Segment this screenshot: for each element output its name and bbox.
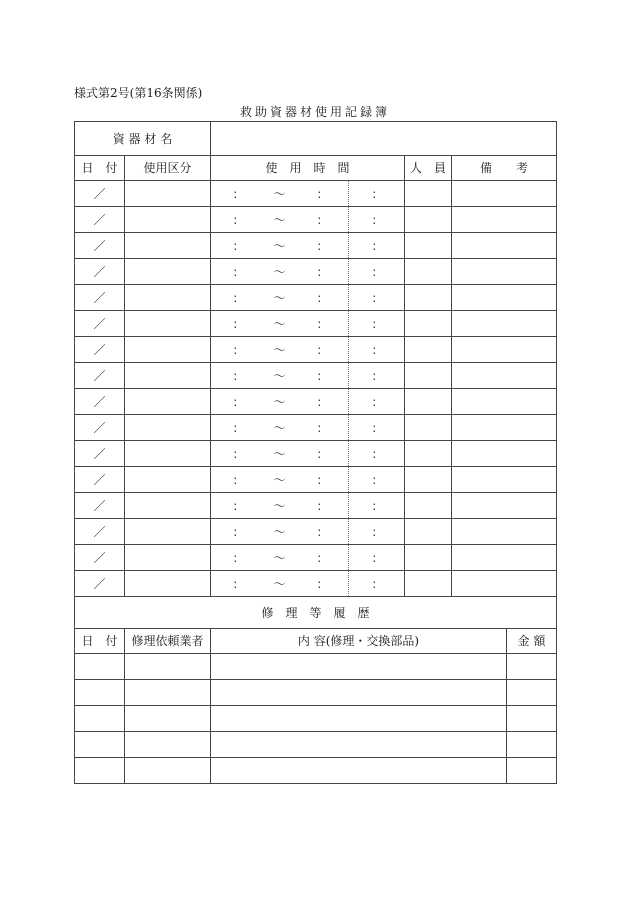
date-slash-mark: ／ <box>93 290 106 305</box>
start-hour-colon: ： <box>232 238 245 253</box>
equipment-name-row <box>75 122 557 156</box>
usage-category-cell[interactable] <box>125 441 211 467</box>
repair-requester-cell[interactable] <box>125 758 211 784</box>
usage-category-cell[interactable] <box>125 519 211 545</box>
usage-date-cell[interactable] <box>75 493 125 519</box>
time-range-tilde: 〜 <box>273 264 286 279</box>
usage-row <box>75 571 557 597</box>
time-range-tilde: 〜 <box>273 472 286 487</box>
usage-remarks-cell[interactable] <box>452 181 557 207</box>
usage-person-cell[interactable] <box>405 415 452 441</box>
end-minute-colon: ： <box>371 524 384 539</box>
date-slash-mark: ／ <box>93 550 106 565</box>
date-slash-mark: ／ <box>93 212 106 227</box>
repair-section-title: 修 理 等 履 歴 <box>75 597 557 629</box>
date-slash-mark: ／ <box>93 498 106 513</box>
end-minute-colon: ： <box>371 420 384 435</box>
repair-amount-cell[interactable] <box>507 758 557 784</box>
start-hour-colon: ： <box>232 264 245 279</box>
usage-person-cell[interactable] <box>405 363 452 389</box>
usage-remarks-cell[interactable] <box>452 337 557 363</box>
end-hour-colon: ： <box>316 186 329 201</box>
usage-person-cell[interactable] <box>405 311 452 337</box>
usage-date-cell[interactable] <box>75 311 125 337</box>
usage-time-end-cell[interactable] <box>349 493 405 519</box>
form-title: 救助資器材使用記録簿 <box>239 105 390 119</box>
end-minute-colon: ： <box>371 212 384 227</box>
repair-content-cell[interactable] <box>211 680 507 706</box>
usage-date-cell[interactable] <box>75 545 125 571</box>
usage-row <box>75 389 557 415</box>
start-hour-colon: ： <box>232 186 245 201</box>
usage-person-cell[interactable] <box>405 519 452 545</box>
usage-time-start-cell[interactable] <box>211 467 349 493</box>
repair-content-cell[interactable] <box>211 654 507 680</box>
usage-date-cell[interactable] <box>75 285 125 311</box>
usage-time-start-cell[interactable] <box>211 259 349 285</box>
usage-remarks-cell[interactable] <box>452 259 557 285</box>
start-hour-colon: ： <box>232 316 245 331</box>
end-minute-colon: ： <box>371 186 384 201</box>
usage-time-end-cell[interactable] <box>349 259 405 285</box>
usage-category-cell[interactable] <box>125 467 211 493</box>
start-hour-colon: ： <box>232 524 245 539</box>
usage-time-start-cell[interactable] <box>211 389 349 415</box>
repair-header-row <box>75 629 557 654</box>
repair-header-date: 日 付 <box>75 629 125 654</box>
end-minute-colon: ： <box>371 550 384 565</box>
date-slash-mark: ／ <box>93 576 106 591</box>
usage-time-start-cell[interactable] <box>211 233 349 259</box>
repair-amount-cell[interactable] <box>507 732 557 758</box>
usage-person-cell[interactable] <box>405 259 452 285</box>
usage-row <box>75 415 557 441</box>
end-hour-colon: ： <box>316 238 329 253</box>
usage-date-cell[interactable] <box>75 337 125 363</box>
end-minute-colon: ： <box>371 498 384 513</box>
usage-row <box>75 207 557 233</box>
usage-remarks-cell[interactable] <box>452 467 557 493</box>
repair-header-content: 内 容(修理・交換部品) <box>211 629 507 654</box>
usage-time-start-cell[interactable] <box>211 493 349 519</box>
usage-row <box>75 259 557 285</box>
repair-row <box>75 654 557 680</box>
usage-row <box>75 311 557 337</box>
usage-row <box>75 545 557 571</box>
equipment-name-field[interactable] <box>211 122 557 156</box>
end-hour-colon: ： <box>316 290 329 305</box>
end-hour-colon: ： <box>316 342 329 357</box>
usage-date-cell[interactable] <box>75 519 125 545</box>
usage-person-cell[interactable] <box>405 207 452 233</box>
date-slash-mark: ／ <box>93 524 106 539</box>
usage-date-cell[interactable] <box>75 207 125 233</box>
usage-person-cell[interactable] <box>405 441 452 467</box>
usage-date-cell[interactable] <box>75 571 125 597</box>
usage-remarks-cell[interactable] <box>452 233 557 259</box>
end-hour-colon: ： <box>316 472 329 487</box>
usage-category-cell[interactable] <box>125 285 211 311</box>
usage-row <box>75 467 557 493</box>
usage-remarks-cell[interactable] <box>452 493 557 519</box>
usage-date-cell[interactable] <box>75 181 125 207</box>
end-minute-colon: ： <box>371 316 384 331</box>
repair-requester-cell[interactable] <box>125 680 211 706</box>
date-slash-mark: ／ <box>93 446 106 461</box>
usage-category-cell[interactable] <box>125 363 211 389</box>
usage-date-cell[interactable] <box>75 363 125 389</box>
usage-category-cell[interactable] <box>125 233 211 259</box>
usage-row <box>75 285 557 311</box>
end-hour-colon: ： <box>316 524 329 539</box>
usage-person-cell[interactable] <box>405 493 452 519</box>
usage-record-table <box>74 121 557 784</box>
end-minute-colon: ： <box>371 342 384 357</box>
usage-category-cell[interactable] <box>125 207 211 233</box>
time-range-tilde: 〜 <box>273 394 286 409</box>
usage-remarks-cell[interactable] <box>452 207 557 233</box>
end-minute-colon: ： <box>371 472 384 487</box>
time-range-tilde: 〜 <box>273 498 286 513</box>
usage-time-start-cell[interactable] <box>211 545 349 571</box>
usage-person-cell[interactable] <box>405 571 452 597</box>
date-slash-mark: ／ <box>93 238 106 253</box>
usage-time-end-cell[interactable] <box>349 571 405 597</box>
date-slash-mark: ／ <box>93 368 106 383</box>
usage-time-end-cell[interactable] <box>349 519 405 545</box>
start-hour-colon: ： <box>232 420 245 435</box>
usage-time-start-cell[interactable] <box>211 285 349 311</box>
time-range-tilde: 〜 <box>273 524 286 539</box>
usage-time-start-cell[interactable] <box>211 441 349 467</box>
usage-remarks-cell[interactable] <box>452 571 557 597</box>
usage-remarks-cell[interactable] <box>452 545 557 571</box>
start-hour-colon: ： <box>232 342 245 357</box>
time-range-tilde: 〜 <box>273 186 286 201</box>
usage-remarks-cell[interactable] <box>452 415 557 441</box>
time-range-tilde: 〜 <box>273 212 286 227</box>
usage-time-end-cell[interactable] <box>349 207 405 233</box>
repair-content-cell[interactable] <box>211 758 507 784</box>
time-range-tilde: 〜 <box>273 290 286 305</box>
usage-time-end-cell[interactable] <box>349 415 405 441</box>
repair-requester-cell[interactable] <box>125 654 211 680</box>
end-minute-colon: ： <box>371 290 384 305</box>
usage-person-cell[interactable] <box>405 337 452 363</box>
repair-row <box>75 758 557 784</box>
usage-category-cell[interactable] <box>125 571 211 597</box>
repair-content-cell[interactable] <box>211 706 507 732</box>
start-hour-colon: ： <box>232 394 245 409</box>
usage-time-start-cell[interactable] <box>211 181 349 207</box>
time-range-tilde: 〜 <box>273 342 286 357</box>
end-hour-colon: ： <box>316 212 329 227</box>
usage-person-cell[interactable] <box>405 545 452 571</box>
start-hour-colon: ： <box>232 576 245 591</box>
repair-header-amount: 金 額 <box>507 629 557 654</box>
time-range-tilde: 〜 <box>273 420 286 435</box>
usage-date-cell[interactable] <box>75 415 125 441</box>
date-slash-mark: ／ <box>93 342 106 357</box>
date-slash-mark: ／ <box>93 186 106 201</box>
usage-time-start-cell[interactable] <box>211 207 349 233</box>
usage-row <box>75 233 557 259</box>
usage-time-end-cell[interactable] <box>349 181 405 207</box>
date-slash-mark: ／ <box>93 394 106 409</box>
equipment-name-label: 資 器 材 名 <box>75 122 211 156</box>
date-slash-mark: ／ <box>93 264 106 279</box>
end-hour-colon: ： <box>316 420 329 435</box>
repair-requester-cell[interactable] <box>125 732 211 758</box>
usage-time-start-cell[interactable] <box>211 337 349 363</box>
repair-requester-cell[interactable] <box>125 706 211 732</box>
time-range-tilde: 〜 <box>273 238 286 253</box>
start-hour-colon: ： <box>232 550 245 565</box>
usage-person-cell[interactable] <box>405 181 452 207</box>
usage-person-cell[interactable] <box>405 233 452 259</box>
usage-person-cell[interactable] <box>405 389 452 415</box>
header-category: 使用区分 <box>125 156 211 181</box>
usage-time-end-cell[interactable] <box>349 441 405 467</box>
time-range-tilde: 〜 <box>273 446 286 461</box>
usage-time-end-cell[interactable] <box>349 363 405 389</box>
usage-row <box>75 493 557 519</box>
date-slash-mark: ／ <box>93 472 106 487</box>
end-hour-colon: ： <box>316 498 329 513</box>
start-hour-colon: ： <box>232 368 245 383</box>
repair-row <box>75 732 557 758</box>
usage-time-end-cell[interactable] <box>349 337 405 363</box>
usage-remarks-cell[interactable] <box>452 389 557 415</box>
end-minute-colon: ： <box>371 576 384 591</box>
end-hour-colon: ： <box>316 394 329 409</box>
usage-row <box>75 363 557 389</box>
end-minute-colon: ： <box>371 446 384 461</box>
usage-remarks-cell[interactable] <box>452 285 557 311</box>
usage-category-cell[interactable] <box>125 389 211 415</box>
end-hour-colon: ： <box>316 316 329 331</box>
usage-time-end-cell[interactable] <box>349 233 405 259</box>
usage-time-end-cell[interactable] <box>349 389 405 415</box>
repair-content-cell[interactable] <box>211 732 507 758</box>
usage-date-cell[interactable] <box>75 467 125 493</box>
end-hour-colon: ： <box>316 550 329 565</box>
end-minute-colon: ： <box>371 368 384 383</box>
usage-date-cell[interactable] <box>75 389 125 415</box>
usage-row <box>75 519 557 545</box>
repair-row <box>75 706 557 732</box>
start-hour-colon: ： <box>232 446 245 461</box>
end-hour-colon: ： <box>316 264 329 279</box>
usage-time-start-cell[interactable] <box>211 363 349 389</box>
header-remarks: 備 考 <box>452 156 557 181</box>
usage-time-end-cell[interactable] <box>349 545 405 571</box>
time-range-tilde: 〜 <box>273 550 286 565</box>
end-minute-colon: ： <box>371 264 384 279</box>
end-minute-colon: ： <box>371 394 384 409</box>
usage-date-cell[interactable] <box>75 441 125 467</box>
repair-date-cell[interactable] <box>75 706 125 732</box>
usage-category-cell[interactable] <box>125 415 211 441</box>
repair-row <box>75 680 557 706</box>
start-hour-colon: ： <box>232 290 245 305</box>
usage-category-cell[interactable] <box>125 259 211 285</box>
date-slash-mark: ／ <box>93 316 106 331</box>
usage-row <box>75 181 557 207</box>
usage-row <box>75 441 557 467</box>
usage-time-end-cell[interactable] <box>349 311 405 337</box>
usage-person-cell[interactable] <box>405 467 452 493</box>
usage-category-cell[interactable] <box>125 181 211 207</box>
end-minute-colon: ： <box>371 238 384 253</box>
usage-person-cell[interactable] <box>405 285 452 311</box>
header-person: 人 員 <box>405 156 452 181</box>
header-date: 日 付 <box>75 156 125 181</box>
usage-date-cell[interactable] <box>75 233 125 259</box>
end-hour-colon: ： <box>316 576 329 591</box>
usage-date-cell[interactable] <box>75 259 125 285</box>
usage-time-start-cell[interactable] <box>211 415 349 441</box>
time-range-tilde: 〜 <box>273 316 286 331</box>
date-slash-mark: ／ <box>93 420 106 435</box>
usage-row <box>75 337 557 363</box>
usage-time-start-cell[interactable] <box>211 311 349 337</box>
repair-section-title-row <box>75 597 557 629</box>
form-code: 様式第2号(第16条関係) <box>74 86 203 100</box>
usage-remarks-cell[interactable] <box>452 441 557 467</box>
repair-date-cell[interactable] <box>75 732 125 758</box>
header-time: 使 用 時 間 <box>211 156 405 181</box>
repair-date-cell[interactable] <box>75 654 125 680</box>
repair-amount-cell[interactable] <box>507 680 557 706</box>
usage-category-cell[interactable] <box>125 493 211 519</box>
repair-date-cell[interactable] <box>75 680 125 706</box>
usage-header-row <box>75 156 557 181</box>
time-range-tilde: 〜 <box>273 368 286 383</box>
repair-date-cell[interactable] <box>75 758 125 784</box>
usage-remarks-cell[interactable] <box>452 363 557 389</box>
usage-category-cell[interactable] <box>125 311 211 337</box>
usage-time-end-cell[interactable] <box>349 467 405 493</box>
usage-time-end-cell[interactable] <box>349 285 405 311</box>
start-hour-colon: ： <box>232 212 245 227</box>
end-hour-colon: ： <box>316 446 329 461</box>
usage-time-start-cell[interactable] <box>211 571 349 597</box>
repair-header-requester: 修理依頼業者 <box>125 629 211 654</box>
usage-remarks-cell[interactable] <box>452 519 557 545</box>
usage-category-cell[interactable] <box>125 545 211 571</box>
repair-amount-cell[interactable] <box>507 654 557 680</box>
repair-amount-cell[interactable] <box>507 706 557 732</box>
end-hour-colon: ： <box>316 368 329 383</box>
usage-category-cell[interactable] <box>125 337 211 363</box>
usage-remarks-cell[interactable] <box>452 311 557 337</box>
time-range-tilde: 〜 <box>273 576 286 591</box>
start-hour-colon: ： <box>232 498 245 513</box>
start-hour-colon: ： <box>232 472 245 487</box>
usage-time-start-cell[interactable] <box>211 519 349 545</box>
